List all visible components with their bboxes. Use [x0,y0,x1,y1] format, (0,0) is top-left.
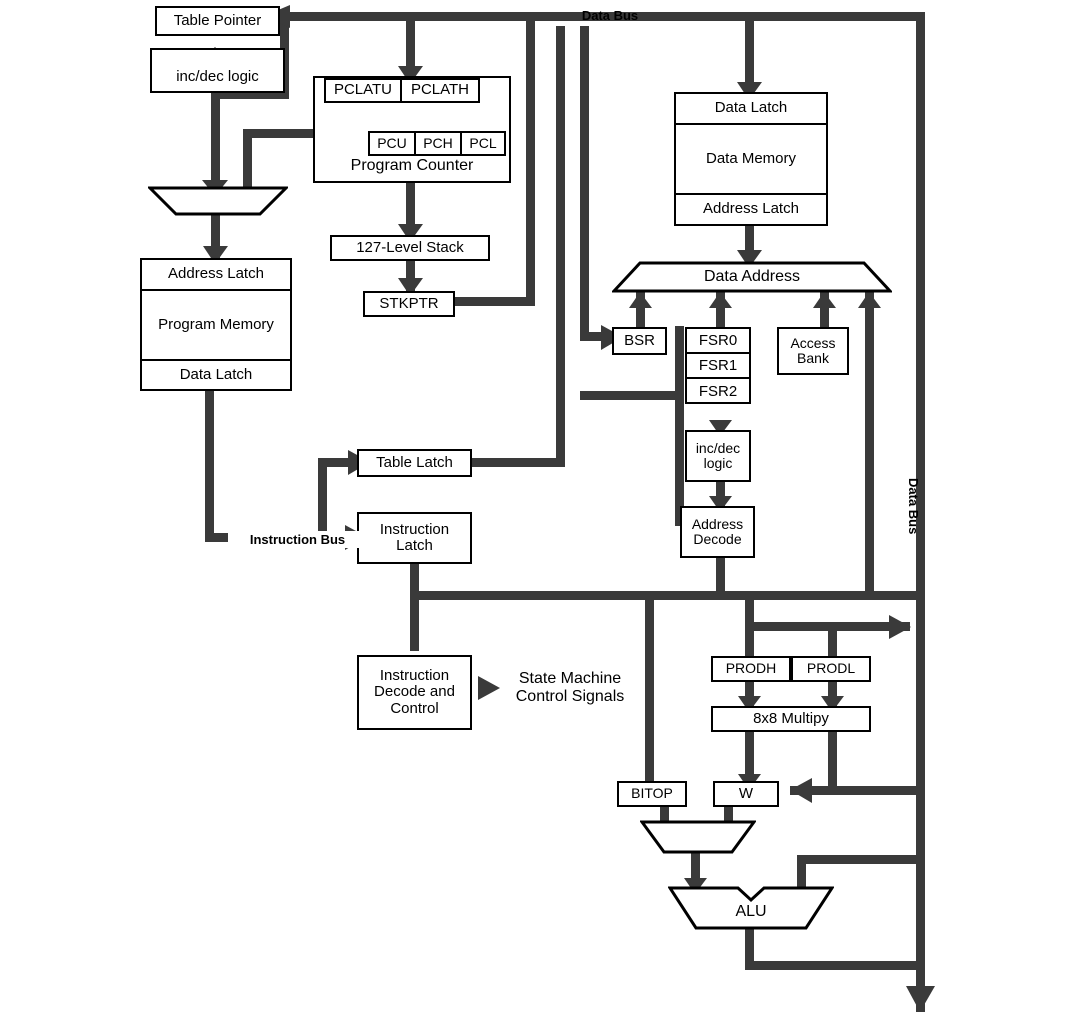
address-decode-label: Address Decode [691,515,744,547]
instruction-latch-label: Instruction Latch [379,520,450,554]
w-box: W [713,781,779,807]
program-counter-label: Program Counter [350,157,474,175]
instruction-latch-box [357,512,472,564]
stack-box: 127-Level Stack [330,235,490,261]
prodh-box: PRODH [711,656,791,682]
instruction-decode-label: Instruction Decode and Control [374,666,455,717]
multiply-box: 8x8 Multipy [711,706,871,732]
fsr1-row: FSR1 [687,354,749,379]
fsr-inc-dec-box [685,430,751,482]
program-memory-mux [148,186,288,216]
bitop-box: BITOP [617,781,687,807]
pch-box: PCH [414,131,462,156]
alu-label: ALU [735,903,767,920]
address-latch-prog-box: Address Latch [140,258,292,291]
bsr-box: BSR [612,327,667,355]
prodl-box: PRODL [791,656,871,682]
program-memory-box: Program Memory [140,289,292,361]
pclath-box: PCLATH [400,78,480,103]
inc-dec-logic-label: inc/dec logic [176,68,259,86]
data-latch-mem-box: Data Latch [674,92,828,125]
stkptr-box: STKPTR [363,291,455,317]
inc-dec-logic-box [150,48,285,93]
fsr-inc-dec-label: inc/dec logic [695,439,741,471]
state-machine-label: State Machine Control Signals [515,670,625,705]
fsr2-row: FSR2 [698,383,738,400]
pclatu-box: PCLATU [324,78,402,103]
instruction-bus-label: Instruction Bus [228,531,367,548]
data-bus-top-label: Data Bus [581,8,639,23]
table-pointer-box: Table Pointer [155,6,280,36]
data-address-label: Data Address [703,268,801,285]
address-decode-box [680,506,755,558]
access-bank-box [777,327,849,375]
data-bus-right-label: Data Bus [906,478,921,535]
data-latch-prog-box: Data Latch [140,359,292,391]
pcl-box: PCL [460,131,506,156]
instruction-decode-box [357,655,472,730]
access-bank-label: Access Bank [790,334,836,366]
alu-input-mux [640,820,756,854]
pcu-box: PCU [368,131,416,156]
data-memory-box: Data Memory [674,123,828,195]
fsr-group [685,327,751,404]
table-latch-box: Table Latch [357,449,472,477]
fsr0-row: FSR0 [687,329,749,354]
address-latch-mem-box: Address Latch [674,193,828,226]
